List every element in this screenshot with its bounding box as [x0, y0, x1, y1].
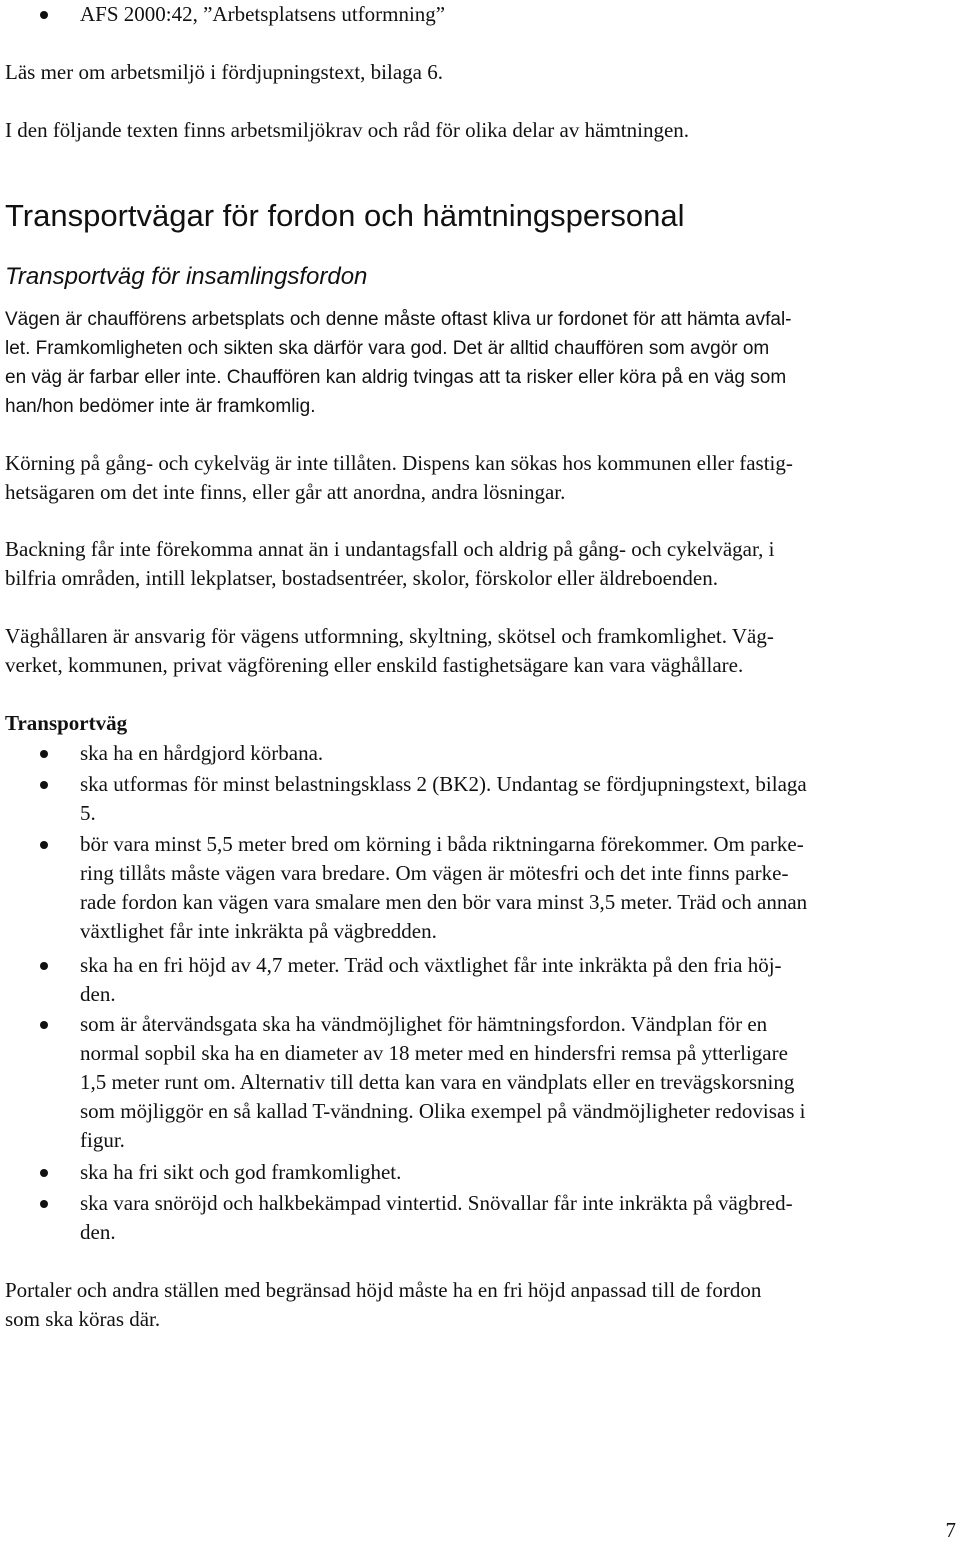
list-item-text — [80, 770, 956, 828]
text-line: växtlighet får inte inkräkta på vägbredden. — [80, 919, 437, 943]
text-line: 1,5 meter runt om. Alternativ till detta kan vara en vändplats eller en trevägskorsning — [80, 1070, 795, 1094]
paragraph-sans — [5, 305, 955, 421]
list-item-text — [80, 1189, 956, 1247]
intro-line: I den följande texten finns arbetsmiljökrav och råd för olika delar av hämtningen. — [5, 118, 690, 142]
text-line: ska utformas för minst belastningsklass 2 (BK2). Undantag se fördjupningstext, bilaga — [80, 772, 807, 796]
bullet-icon — [40, 1021, 48, 1029]
text-line: en väg är farbar eller inte. Chauffören kan aldrig tvingas att ta risker eller köra på en väg som — [5, 367, 787, 388]
text-line: som ska köras där. — [5, 1307, 161, 1331]
text-line: han/hon bedömer inte är framkomlig. — [5, 396, 316, 417]
bullet-icon — [40, 11, 48, 19]
bullet-icon — [40, 841, 48, 849]
list-item-text — [80, 830, 956, 946]
text-line: som möjliggör en så kallad T-vändning. Olika exempel på vändmöjligheter redovisas i — [80, 1099, 806, 1123]
text-line: hetsägaren om det inte finns, eller går att anordna, andra lösningar. — [5, 480, 566, 504]
text-line: den. — [80, 982, 116, 1006]
text-line: ska ha en hårdgjord körbana. — [80, 741, 324, 765]
list-item-text: AFS 2000:42, ”Arbetsplatsens utformning” — [80, 2, 446, 26]
bullet-icon — [40, 1169, 48, 1177]
list-heading: Transportväg — [5, 711, 128, 735]
text-line: verket, kommunen, privat vägförening eller enskild fastighetsägare kan vara väghållare. — [5, 653, 744, 677]
text-line: figur. — [80, 1128, 125, 1152]
text-line: bilfria områden, intill lekplatser, bostadsentréer, skolor, förskolor eller äldreboenden. — [5, 566, 718, 590]
list-item-text — [80, 1010, 956, 1155]
section-heading: Transportvägar för fordon och hämtningspersonal — [5, 198, 685, 233]
bullet-icon — [40, 781, 48, 789]
bullet-icon — [40, 962, 48, 970]
text-line: som är återvändsgata ska ha vändmöjlighet för hämtningsfordon. Vändplan för en — [80, 1012, 768, 1036]
page-number: 7 — [945, 1518, 956, 1542]
text-line: den. — [80, 1220, 116, 1244]
text-line: ska ha en fri höjd av 4,7 meter. Träd och växtlighet får inte inkräkta på den fria höj- — [80, 953, 782, 977]
text-line: bör vara minst 5,5 meter bred om körning i båda riktningarna förekommer. Om parke- — [80, 832, 804, 856]
paragraph — [5, 449, 955, 507]
bullet-icon — [40, 750, 48, 758]
paragraph — [5, 622, 955, 680]
list-item-text — [80, 1158, 956, 1187]
text-line: Körning på gång- och cykelväg är inte tillåten. Dispens kan sökas hos kommunen eller fastig- — [5, 451, 793, 475]
intro-line: Läs mer om arbetsmiljö i fördjupningstext, bilaga 6. — [5, 60, 443, 84]
paragraph — [5, 535, 955, 593]
text-line: rade fordon kan vägen vara smalare men den bör vara minst 3,5 meter. Träd och annan — [80, 890, 808, 914]
text-line: Väghållaren är ansvarig för vägens utformning, skyltning, skötsel och framkomlighet. Väg- — [5, 624, 774, 648]
text-line: ska ha fri sikt och god framkomlighet. — [80, 1160, 402, 1184]
text-line: let. Framkomligheten och sikten ska därför vara god. Det är alltid chauffören som avgör om — [5, 338, 770, 359]
text-line: Vägen är chaufförens arbetsplats och denne måste oftast kliva ur fordonet för att hämta avfal- — [5, 309, 792, 330]
text-line: normal sopbil ska ha en diameter av 18 meter med en hindersfri remsa på ytterligare — [80, 1041, 788, 1065]
text-line: Backning får inte förekomma annat än i undantagsfall och aldrig på gång- och cykelvägar, i — [5, 537, 775, 561]
text-line: 5. — [80, 801, 96, 825]
list-item-text — [80, 739, 956, 768]
subsection-heading: Transportväg för insamlingsfordon — [5, 263, 368, 290]
list-item-text — [80, 951, 956, 1009]
paragraph — [5, 1276, 955, 1334]
text-line: ska vara snöröjd och halkbekämpad vintertid. Snövallar får inte inkräkta på vägbred- — [80, 1191, 793, 1215]
text-line: ring tillåts måste vägen vara bredare. Om vägen är mötesfri och det inte finns parke- — [80, 861, 789, 885]
bullet-icon — [40, 1200, 48, 1208]
text-line: Portaler och andra ställen med begränsad höjd måste ha en fri höjd anpassad till de fordon — [5, 1278, 762, 1302]
